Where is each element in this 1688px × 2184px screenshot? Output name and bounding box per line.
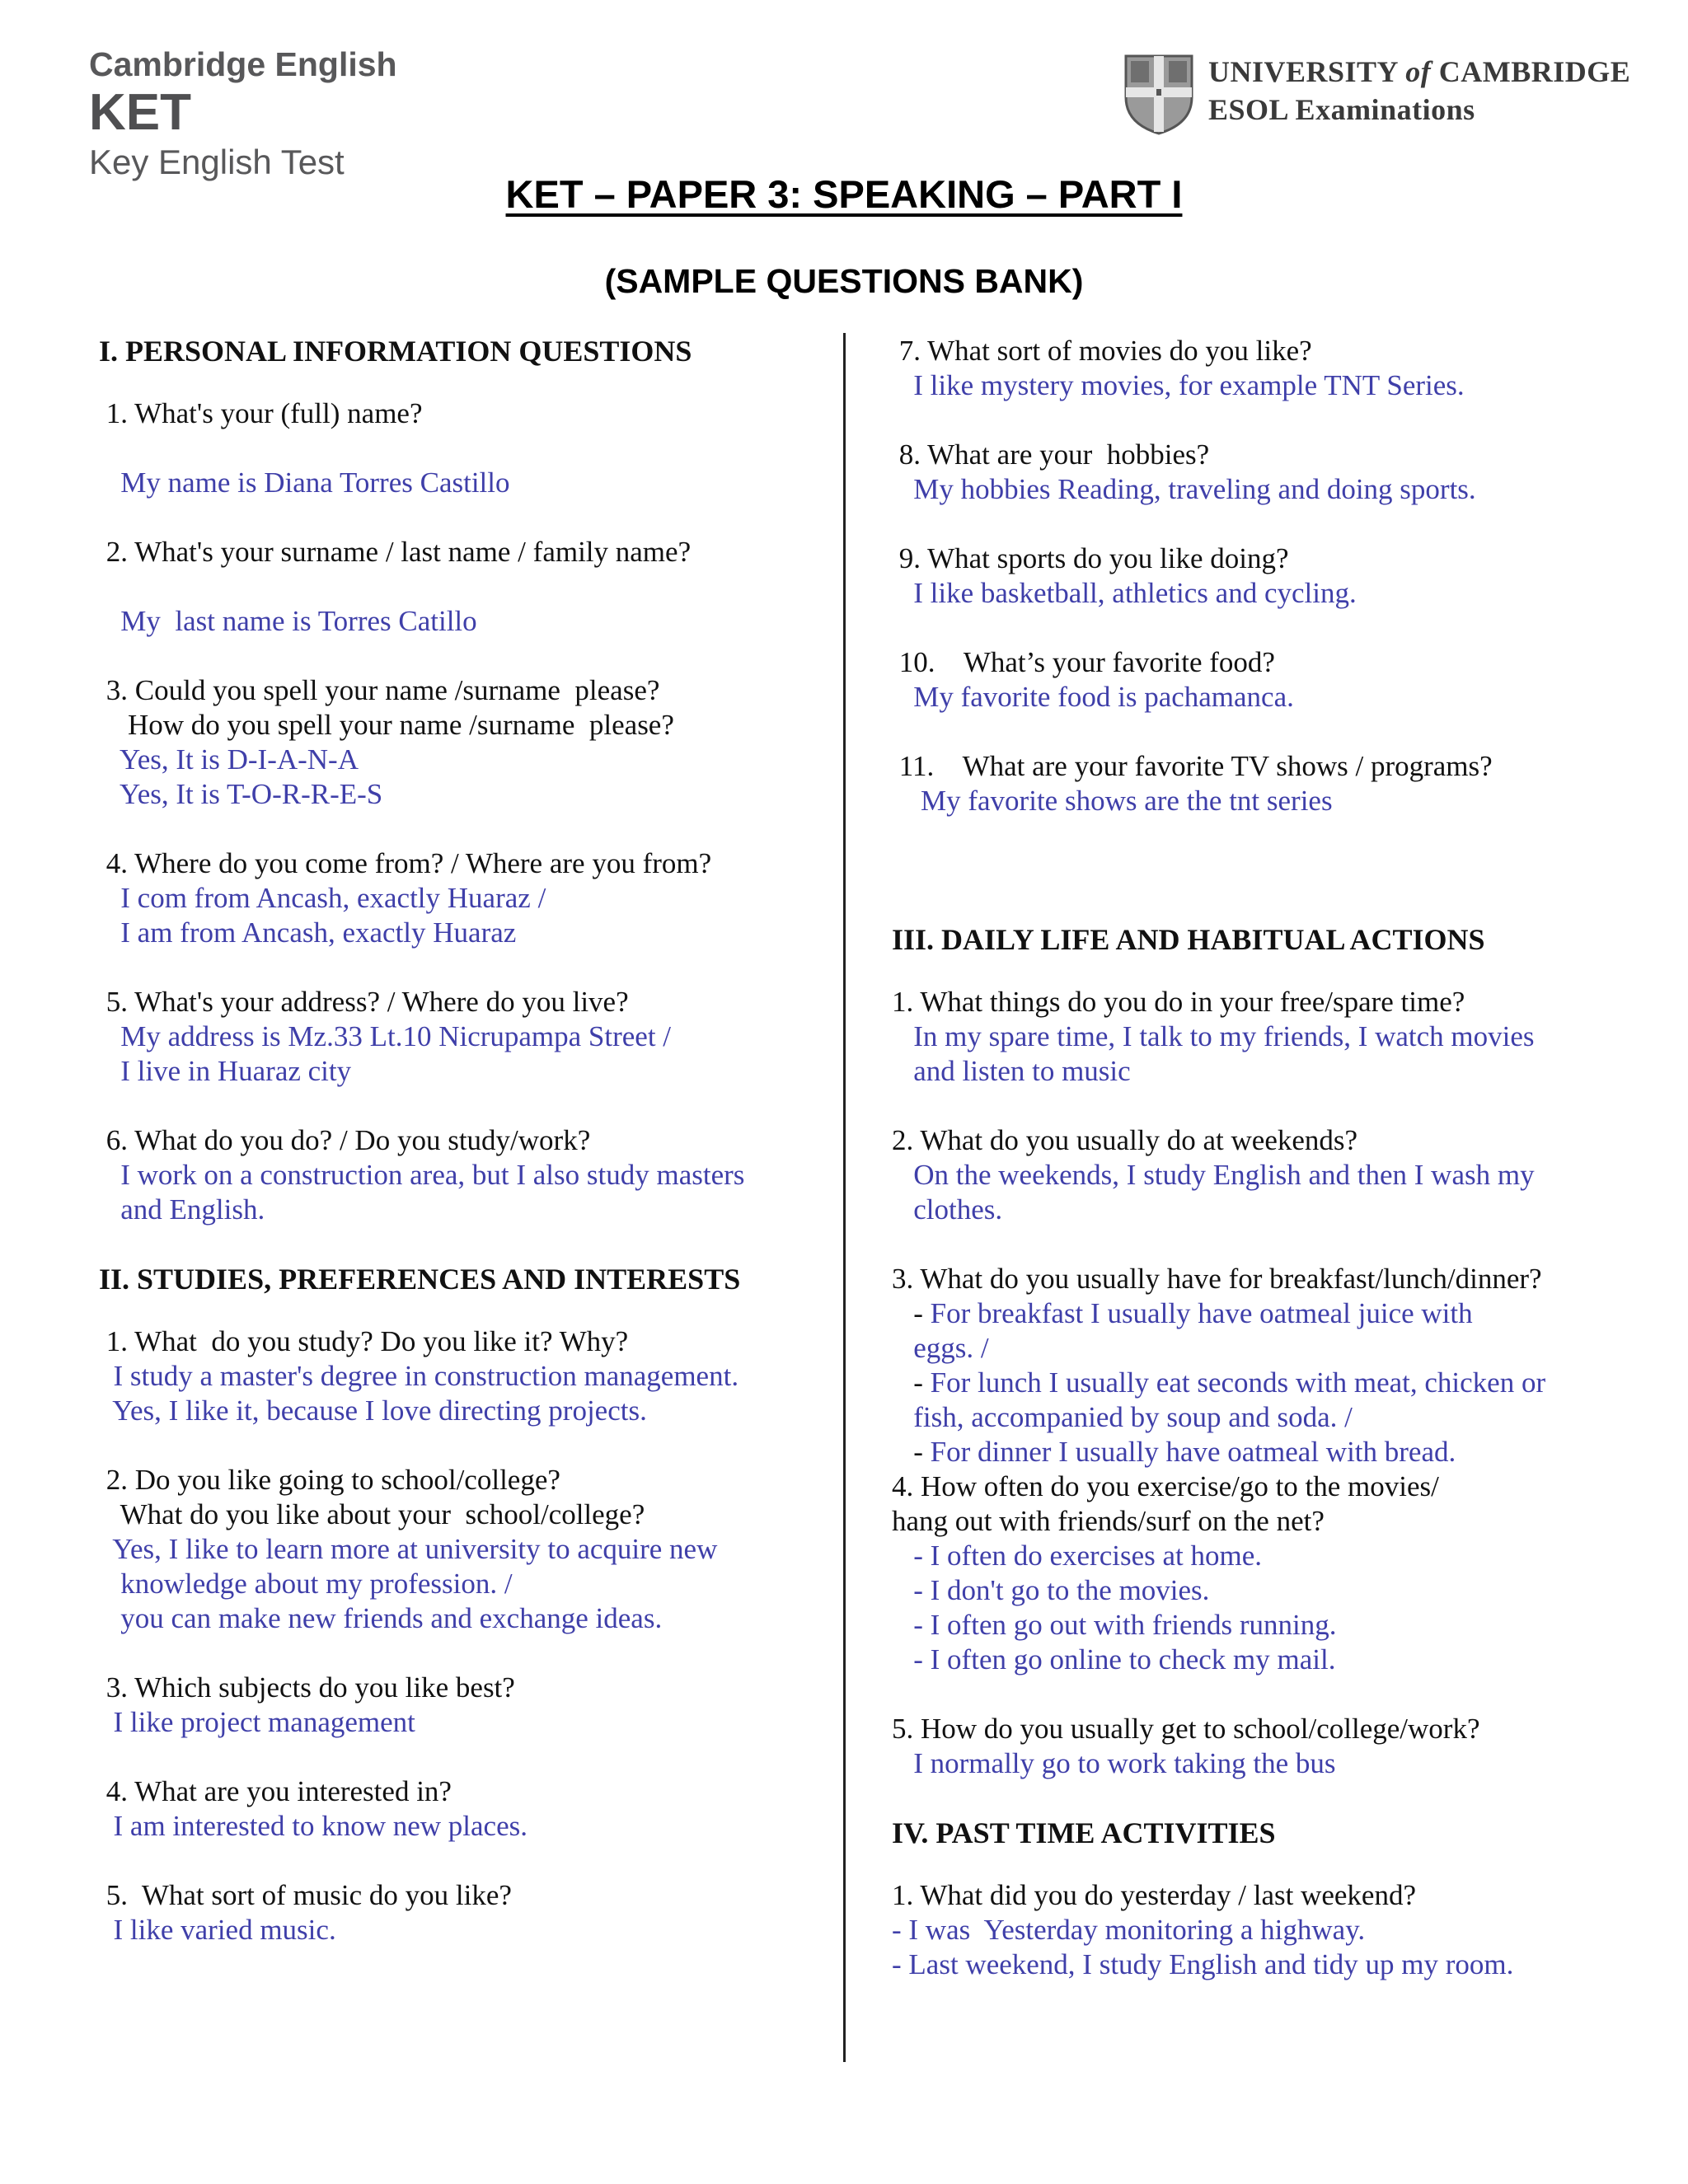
bullet-dash: - [892, 1366, 931, 1399]
answer-line: On the weekends, I study English and then I wash my [892, 1159, 1535, 1191]
question-line: What do you like about your school/college? [99, 1498, 645, 1530]
question-line: 1. What things do you do in your free/spare time? [892, 986, 1465, 1018]
esol-examinations: ESOL Examinations [1208, 93, 1475, 126]
brand-line-2: KET [89, 84, 191, 141]
answer-text: For breakfast I usually have oatmeal juice with [930, 1297, 1473, 1329]
answer-line: In my spare time, I talk to my friends, I watch movies [892, 1020, 1535, 1052]
brand-line-3: Key English Test [89, 143, 345, 181]
answer-line: Yes, I like to learn more at university to acquire new [99, 1533, 718, 1565]
answer-line: - I often go online to check my mail. [892, 1643, 1336, 1675]
question-line: 8. What are your hobbies? [892, 438, 1210, 471]
right-column [892, 334, 1634, 1982]
column-divider [843, 333, 846, 2062]
question-line: 1. What did you do yesterday / last weekend? [892, 1879, 1416, 1911]
section-heading: I. PERSONAL INFORMATION QUESTIONS [99, 335, 692, 368]
answer-line: I am from Ancash, exactly Huaraz [99, 916, 517, 949]
answer-line [892, 1435, 1634, 1469]
question-line: 4. Where do you come from? / Where are you from? [99, 847, 712, 879]
left-column [99, 334, 824, 1947]
section-heading: II. STUDIES, PREFERENCES AND INTERESTS [99, 1263, 741, 1296]
question-line: 3. Which subjects do you like best? [99, 1671, 515, 1704]
answer-line: I work on a construction area, but I also study masters [99, 1159, 745, 1191]
answer-line: I like varied music. [99, 1914, 336, 1946]
answer-line: - I was Yesterday monitoring a highway. [892, 1914, 1366, 1946]
brand-line-1: Cambridge English [89, 45, 397, 83]
question-line: How do you spell your name /surname please? [99, 709, 674, 741]
answer-line: - I often go out with friends running. [892, 1609, 1337, 1641]
question-line: 1. What do you study? Do you like it? Why? [99, 1325, 629, 1357]
answer-line: and listen to music [892, 1055, 1131, 1087]
answer-line [892, 1366, 1634, 1400]
question-line: 3. Could you spell your name /surname please? [99, 674, 660, 706]
answer-line: Yes, It is D-I-A-N-A [99, 743, 359, 776]
question-line: 9. What sports do you like doing? [892, 542, 1289, 574]
answer-line: I am interested to know new places. [99, 1810, 528, 1842]
question-line: 6. What do you do? / Do you study/work? [99, 1124, 591, 1156]
answer-line: - I don't go to the movies. [892, 1574, 1210, 1606]
answer-line: I com from Ancash, exactly Huaraz / [99, 882, 546, 914]
question-line: 11. What are your favorite TV shows / programs? [892, 750, 1493, 782]
answer-line: clothes. [892, 1193, 1003, 1226]
bullet-dash: - [892, 1436, 931, 1468]
question-line: 2. Do you like going to school/college? [99, 1464, 560, 1496]
answer-line: I normally go to work taking the bus [892, 1747, 1336, 1779]
question-line: 5. How do you usually get to school/college/work? [892, 1713, 1480, 1745]
bullet-dash: - [892, 1297, 931, 1329]
answer-line: Yes, It is T-O-R-R-E-S [99, 778, 383, 810]
university-crest-icon [1124, 54, 1193, 135]
answer-text: For dinner I usually have oatmeal with bread. [930, 1436, 1456, 1468]
answer-line: I live in Huaraz city [99, 1055, 352, 1087]
answer-line: I like basketball, athletics and cycling. [892, 577, 1357, 609]
section-heading: III. DAILY LIFE AND HABITUAL ACTIONS [892, 923, 1485, 956]
answer-line: you can make new friends and exchange ideas. [99, 1602, 663, 1634]
answer-line [892, 1296, 1634, 1331]
answer-text: For lunch I usually eat seconds with meat, chicken or [930, 1366, 1546, 1399]
question-line: 2. What do you usually do at weekends? [892, 1124, 1358, 1156]
question-line: hang out with friends/surf on the net? [892, 1505, 1325, 1537]
answer-line: - Last weekend, I study English and tidy up my room. [892, 1948, 1514, 1980]
section-heading: IV. PAST TIME ACTIVITIES [892, 1816, 1276, 1849]
answer-line: My favorite shows are the tnt series [892, 785, 1333, 817]
question-line: 5. What sort of music do you like? [99, 1879, 512, 1911]
question-line: 4. How often do you exercise/go to the movies/ [892, 1470, 1439, 1502]
answer-line: knowledge about my profession. / [99, 1568, 513, 1600]
answer-line: My last name is Torres Catillo [99, 605, 477, 637]
university-name: UNIVERSITY of CAMBRIDGE [1208, 55, 1631, 88]
question-line: 3. What do you usually have for breakfast/lunch/dinner? [892, 1263, 1542, 1295]
question-line: 4. What are you interested in? [99, 1775, 452, 1807]
answer-line: My favorite food is pachamanca. [892, 681, 1294, 713]
answer-line: My address is Mz.33 Lt.10 Nicrupampa Street / [99, 1020, 672, 1052]
university-of-cambridge-logo [1208, 53, 1630, 129]
question-line: 5. What's your address? / Where do you live? [99, 986, 629, 1018]
answer-line: Yes, I like it, because I love directing projects. [99, 1394, 647, 1427]
page-title: KET – PAPER 3: SPEAKING – PART I [505, 172, 1183, 216]
page-subtitle: (SAMPLE QUESTIONS BANK) [604, 262, 1084, 300]
cambridge-english-ket-logo [89, 43, 397, 185]
question-line: 10. What’s your favorite food? [892, 646, 1275, 678]
answer-line: I like mystery movies, for example TNT Series. [892, 369, 1465, 401]
answer-line: I like project management [99, 1706, 415, 1738]
answer-line: My name is Diana Torres Castillo [99, 466, 510, 499]
answer-line: fish, accompanied by soup and soda. / [892, 1401, 1353, 1433]
question-line: 1. What's your (full) name? [99, 397, 423, 429]
answer-line: and English. [99, 1193, 265, 1226]
question-line: 7. What sort of movies do you like? [892, 335, 1312, 367]
answer-line: I study a master's degree in construction management. [99, 1360, 739, 1392]
question-line: 2. What's your surname / last name / family name? [99, 536, 692, 568]
answer-line: - I often do exercises at home. [892, 1540, 1263, 1572]
answer-line: eggs. / [892, 1332, 989, 1364]
answer-line: My hobbies Reading, traveling and doing sports. [892, 473, 1476, 505]
